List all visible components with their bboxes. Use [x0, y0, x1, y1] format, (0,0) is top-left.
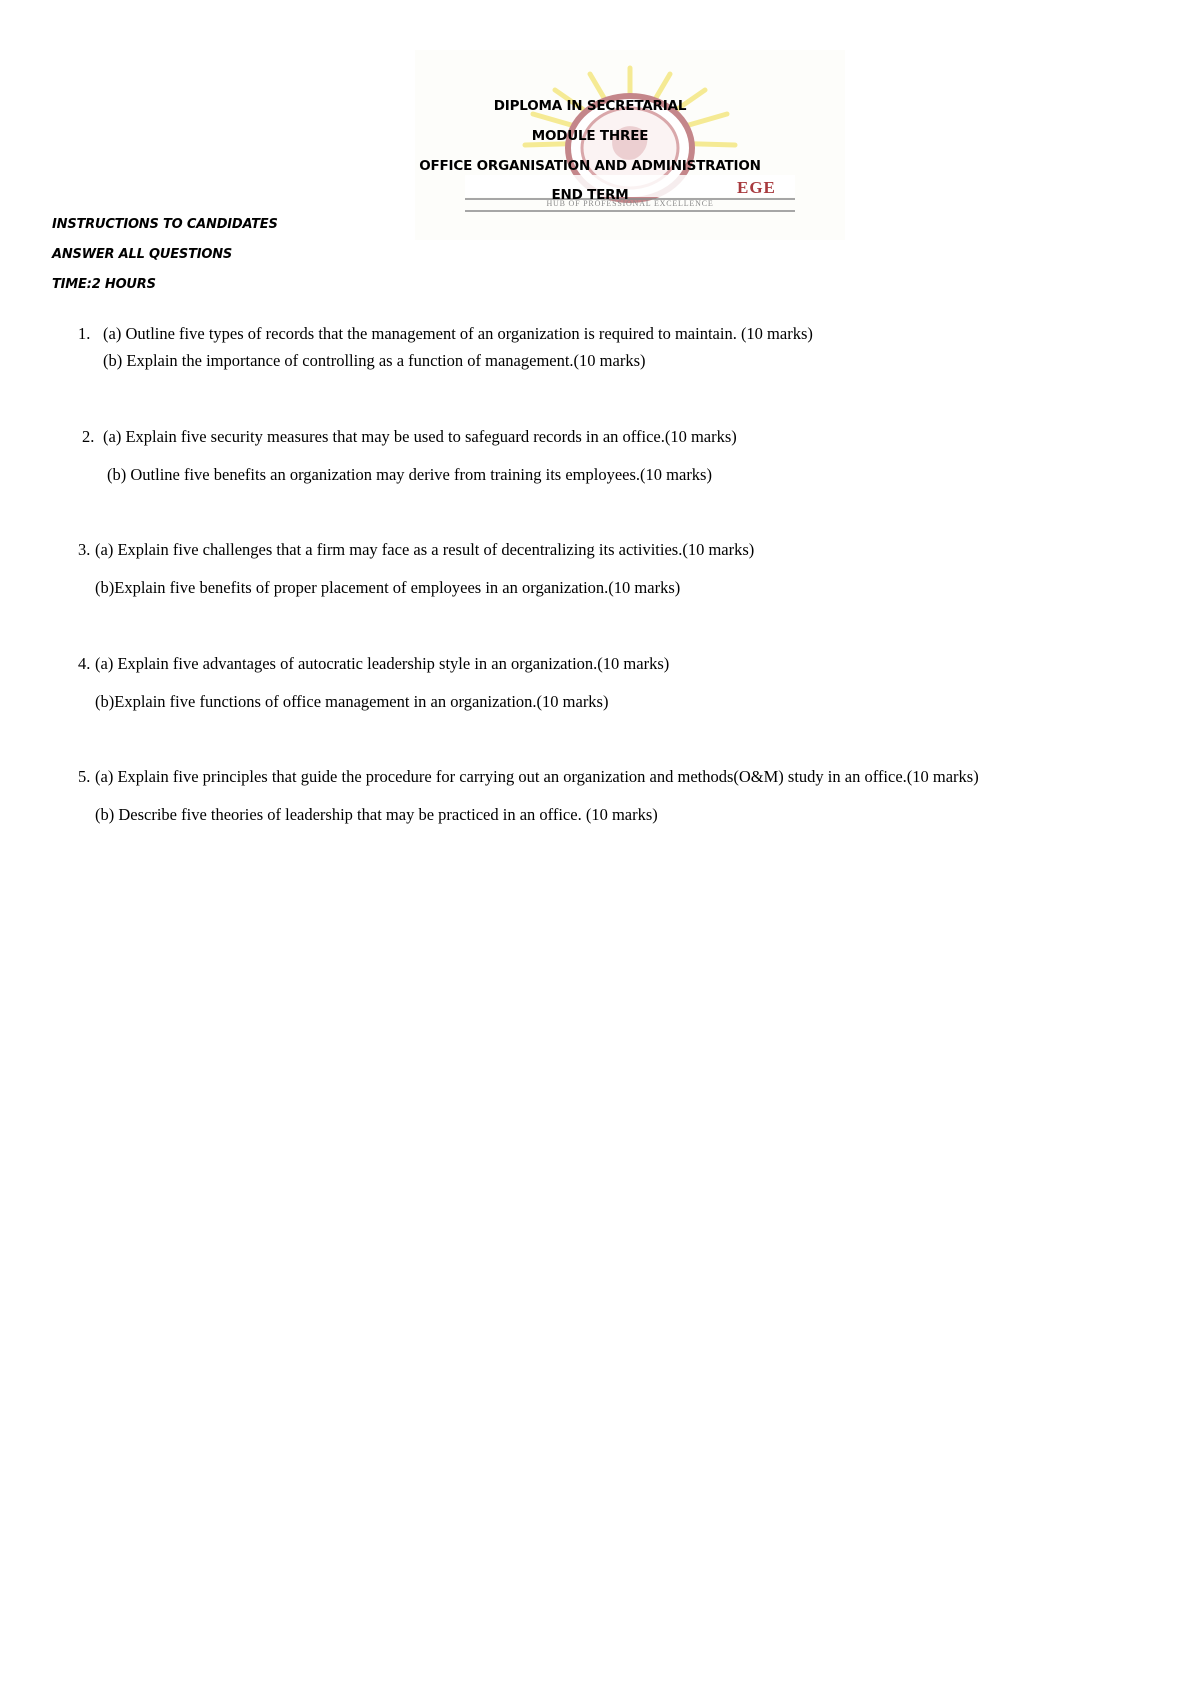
question-number: 2.	[82, 427, 95, 446]
header-module: MODULE THREE	[531, 128, 649, 144]
college-logo-seal-icon	[415, 50, 845, 240]
header-diploma-title: DIPLOMA IN SECRETARIAL	[493, 98, 687, 114]
instructions-title: INSTRUCTIONS TO CANDIDATES	[52, 217, 278, 232]
question-part-b: (b) Describe five theories of leadership that may be practiced in an office. (10 marks)	[95, 805, 658, 824]
question-part-b: (b)Explain five benefits of proper placement of employees in an organization.(10 marks)	[95, 578, 681, 597]
header-course-title: OFFICE ORGANISATION AND ADMINISTRATION	[419, 158, 761, 174]
question-part-a: (a) Explain five principles that guide the procedure for carrying out an organization and methods(O&M) study in an office.(10 marks)	[95, 767, 979, 786]
question-number: 1.	[78, 324, 91, 343]
question-part-a: (a) Explain five security measures that may be used to safeguard records in an office.(10 marks)	[103, 427, 737, 446]
instructions-time: TIME:2 HOURS	[52, 277, 156, 292]
logo-name-text: EGE	[737, 178, 776, 197]
question-number: 4.	[78, 654, 91, 673]
instructions-answer: ANSWER ALL QUESTIONS	[52, 247, 233, 262]
logo-motto: HUB OF PROFESSIONAL EXCELLENCE	[546, 199, 714, 208]
question-part-a: (a) Explain five challenges that a firm may face as a result of decentralizing its activities.(10 marks)	[95, 540, 755, 559]
question-part-a: (a) Outline five types of records that the management of an organization is required to maintain. (10 marks)	[103, 324, 813, 343]
question-number: 3.	[78, 540, 91, 559]
question-number: 5.	[78, 767, 91, 786]
question-part-b: (b) Outline five benefits an organization may derive from training its employees.(10 marks)	[107, 465, 712, 484]
header-exam-type: END TERM	[551, 187, 629, 203]
question-part-b: (b)Explain five functions of office management in an organization.(10 marks)	[95, 692, 609, 711]
question-part-a: (a) Explain five advantages of autocratic leadership style in an organization.(10 marks)	[95, 654, 670, 673]
question-part-b: (b) Explain the importance of controlling as a function of management.(10 marks)	[103, 351, 646, 370]
